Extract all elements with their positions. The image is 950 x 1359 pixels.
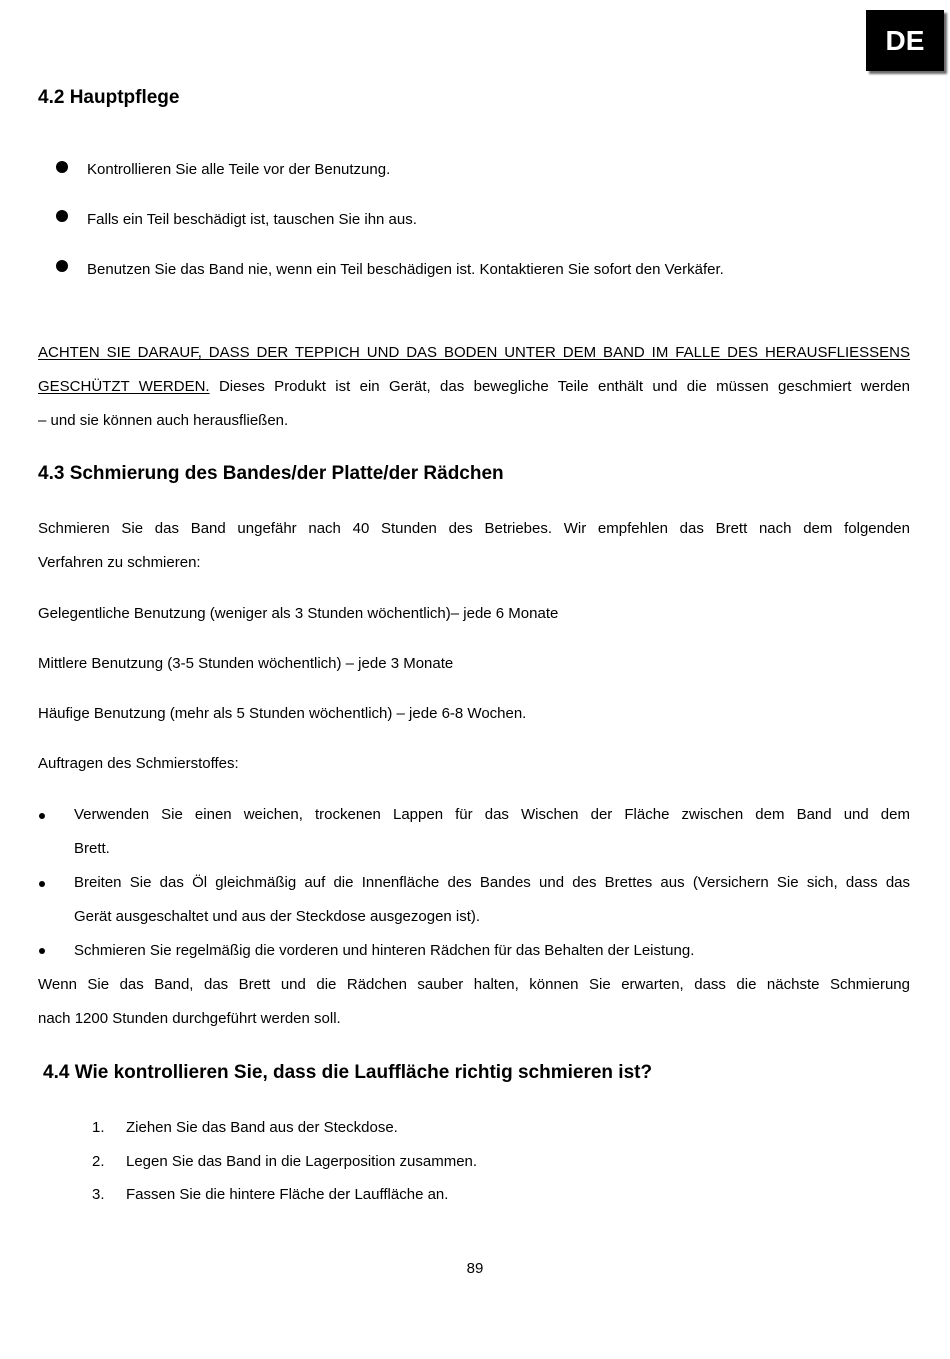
schedule-item: Gelegentliche Benutzung (weniger als 3 Stunden wöchentlich)– jede 6 Monate (38, 605, 559, 622)
warning-line (38, 377, 910, 397)
section-heading-4-3: 4.3 Schmierung des Bandes/der Platte/der Rädchen (38, 463, 504, 484)
list-item-line: Gerät ausgeschaltet und aus der Steckdose ausgezogen ist). (74, 908, 481, 925)
list-item: Kontrollieren Sie alle Teile vor der Benutzung. (87, 161, 391, 178)
section-heading-4-4: 4.4 Wie kontrollieren Sie, dass die Lauffläche richtig schmieren ist? (43, 1062, 653, 1083)
paragraph-line: Wenn Sie das Band, das Brett und die Rädchen sauber halten, können Sie erwarten, dass die nächste Schmierung (38, 976, 910, 993)
list-item-line: Verwenden Sie einen weichen, trockenen Lappen für das Wischen der Fläche zwischen dem Band und dem (74, 806, 910, 823)
section-heading-4-2: 4.2 Hauptpflege (38, 87, 180, 108)
page-number: 89 (466, 1260, 484, 1277)
bullet-dot (56, 161, 68, 173)
step-text: Fassen Sie die hintere Fläche der Lauffläche an. (126, 1186, 449, 1203)
list-item-line: Breiten Sie das Öl gleichmäßig auf die Innenfläche des Bandes und des Brettes aus (Versichern Sie sich, dass das (74, 874, 910, 891)
bullet-dot (39, 948, 45, 954)
paragraph-line: nach 1200 Stunden durchgeführt werden soll. (38, 1010, 341, 1027)
bullet-dot (39, 881, 45, 887)
schedule-item: Mittlere Benutzung (3-5 Stunden wöchentlich) – jede 3 Monate (38, 655, 454, 672)
list-item-line: Schmieren Sie regelmäßig die vorderen und hinteren Rädchen für das Behalten der Leistung. (74, 942, 695, 959)
warning-underlined-text: ACHTEN SIE DARAUF, DASS DER TEPPICH UND DAS BODEN UNTER DEM BAND IM FALLE DES HERAUSFLIESSENS (38, 344, 910, 361)
list-item: Benutzen Sie das Band nie, wenn ein Teil beschädigen ist. Kontaktieren Sie sofort den Verkäfer. (87, 261, 724, 278)
step-text: Legen Sie das Band in die Lagerposition zusammen. (126, 1153, 478, 1170)
step-number: 3. (92, 1186, 105, 1203)
list-item-line: Brett. (74, 840, 110, 857)
bullet-dot (39, 813, 45, 819)
language-badge: DE (866, 10, 944, 71)
warning-line (38, 343, 910, 363)
bullet-dot (56, 210, 68, 222)
schedule-item: Häufige Benutzung (mehr als 5 Stunden wöchentlich) – jede 6-8 Wochen. (38, 705, 527, 722)
application-label: Auftragen des Schmierstoffes: (38, 755, 239, 772)
paragraph-line: Verfahren zu schmieren: (38, 554, 201, 571)
warning-text: Dieses Produkt ist ein Gerät, das bewegliche Teile enthält und die müssen geschmiert werden (218, 378, 910, 395)
warning-underlined-text: GESCHÜTZT WERDEN. (38, 378, 210, 395)
warning-line: – und sie können auch herausfließen. (38, 412, 289, 429)
paragraph-line: Schmieren Sie das Band ungefähr nach 40 Stunden des Betriebes. Wir empfehlen das Brett nach dem folgenden (38, 520, 910, 537)
list-item: Falls ein Teil beschädigt ist, tauschen Sie ihn aus. (87, 211, 417, 228)
step-text: Ziehen Sie das Band aus der Steckdose. (126, 1119, 398, 1136)
step-number: 2. (92, 1153, 105, 1170)
step-number: 1. (92, 1119, 105, 1136)
bullet-dot (56, 260, 68, 272)
